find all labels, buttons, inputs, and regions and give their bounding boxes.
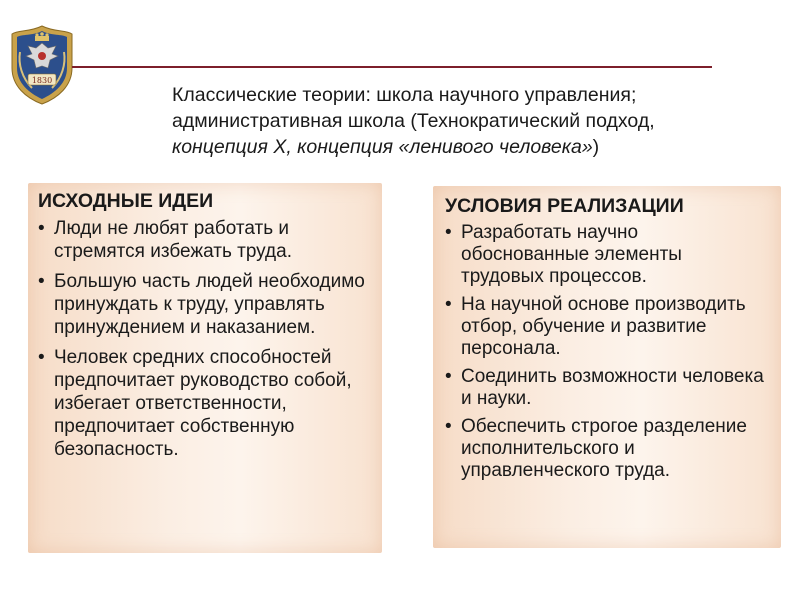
list-item bbox=[38, 270, 372, 339]
list-item bbox=[445, 416, 769, 482]
title-line-3-end: ) bbox=[592, 136, 600, 158]
bullet-icon: • bbox=[445, 222, 452, 243]
title-line-1: Классические теории: школа научного управления; bbox=[172, 84, 637, 106]
list-item-text: Обеспечить строгое разделение исполнительского и управленческого труда. bbox=[461, 416, 747, 481]
list-item bbox=[38, 217, 372, 263]
slide-title bbox=[172, 82, 772, 160]
title-divider bbox=[72, 66, 712, 68]
university-crest-icon bbox=[6, 22, 78, 106]
implementation-conditions-panel bbox=[433, 186, 781, 548]
list-item-text: Человек средних способностей предпочитает руководство собой, избегает ответственности, предпочитает собственную безопасность. bbox=[54, 347, 352, 460]
bullet-icon: • bbox=[38, 347, 45, 368]
list-item-text: Соединить возможности человека и науки. bbox=[461, 366, 764, 409]
list-item-text: Люди не любят работать и стремятся избежать труда. bbox=[54, 218, 292, 262]
bullet-icon: • bbox=[445, 416, 452, 437]
list-item-text: Большую часть людей необходимо принуждать к труду, управлять принуждением и наказанием. bbox=[54, 271, 365, 338]
bullet-icon: • bbox=[38, 271, 45, 292]
implementation-conditions-list bbox=[445, 222, 769, 482]
initial-ideas-panel bbox=[28, 183, 382, 553]
list-item bbox=[445, 294, 769, 360]
initial-ideas-heading: ИСХОДНЫЕ ИДЕИ bbox=[38, 190, 214, 212]
title-line-3-italic: концепция Х, концепция «ленивого человека» bbox=[172, 136, 593, 158]
bullet-icon: • bbox=[38, 218, 45, 239]
list-item bbox=[38, 346, 372, 461]
list-item bbox=[445, 222, 769, 288]
implementation-conditions-heading: УСЛОВИЯ РЕАЛИЗАЦИИ bbox=[445, 195, 684, 217]
list-item bbox=[445, 366, 769, 410]
list-item-text: Разработать научно обоснованные элементы трудовых процессов. bbox=[461, 222, 682, 287]
crest-year: 1830 bbox=[31, 76, 53, 85]
list-item-text: На научной основе производить отбор, обучение и развитие персонала. bbox=[461, 294, 746, 359]
bullet-icon: • bbox=[445, 366, 452, 387]
bullet-icon: • bbox=[445, 294, 452, 315]
title-line-2: административная школа (Технократический подход, bbox=[172, 110, 655, 132]
initial-ideas-list bbox=[38, 217, 372, 461]
title-line-3 bbox=[172, 134, 772, 160]
